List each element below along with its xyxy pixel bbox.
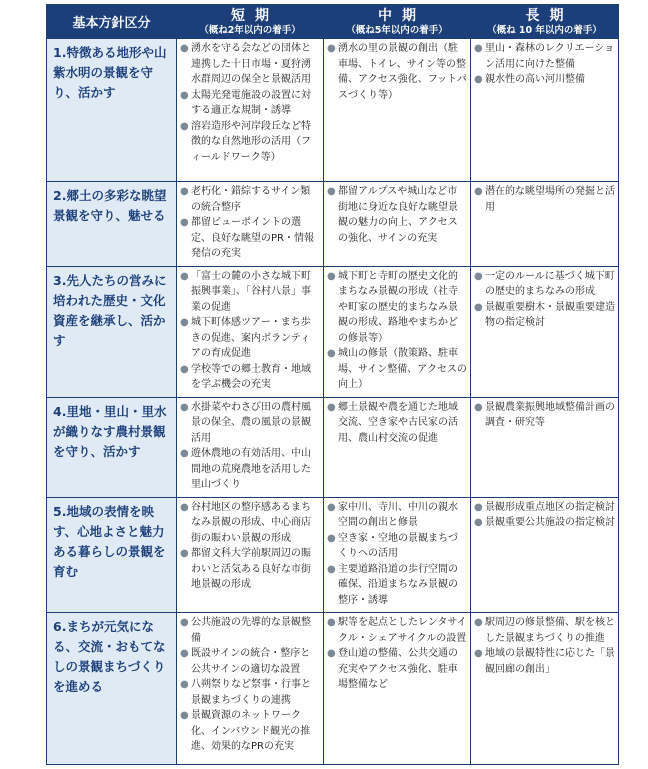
short-term-cell: [177, 266, 324, 397]
long-term-cell: [471, 266, 619, 397]
long-term-cell: [471, 182, 619, 267]
bullet-icon: ●: [474, 617, 483, 628]
long-term-cell: [471, 613, 619, 765]
list-item-text: 景観重要公共施設の指定検討: [485, 517, 615, 528]
header-short-title: 短期: [231, 7, 279, 24]
bullet-icon: ●: [180, 43, 189, 54]
short-term-list: [180, 269, 320, 393]
bullet-icon: ●: [474, 301, 483, 313]
list-item: [180, 215, 320, 262]
policy-schedule-table: [46, 4, 619, 765]
list-item: [327, 531, 467, 562]
list-item: [180, 646, 320, 677]
bullet-icon: ●: [180, 448, 189, 459]
mid-term-cell: [324, 182, 471, 267]
list-item-text: 遊休農地の有効活用、中山間地の荒廃農地を活用した里山づくり: [191, 448, 311, 490]
list-item: [474, 184, 615, 215]
policy-category: 4.里地・里山・里水が織りなす農村景観を守り、活かす: [47, 397, 177, 497]
policy-category: 3.先人たちの営みに培われた歴史・文化資産を継承し、活かす: [47, 266, 177, 397]
list-item-text: 里山・森林のレクリエーション活用に向けた整備: [485, 43, 615, 70]
list-item-text: 城山の修景（散策路、駐車場、サイン整備、アクセスの向上）: [338, 348, 467, 390]
list-item: [327, 400, 467, 447]
list-item-text: 潜在的な眺望場所の発掘と活用: [485, 186, 615, 213]
policy-category: 6.まちが元気になる、交流・おもてなしの景観まちづくりを進める: [47, 613, 177, 765]
list-item-text: 溶岩造形や河岸段丘など特徴的な自然地形の活用（フィールドワーク等）: [191, 120, 311, 163]
header-mid-title: 中期: [378, 7, 426, 24]
bullet-icon: ●: [474, 74, 483, 85]
bullet-icon: ●: [180, 679, 189, 690]
policy-category: 5.地域の表情を映す、心地よさと魅力ある暮らしの景観を育む: [47, 497, 177, 613]
list-item: [180, 546, 320, 593]
mid-term-list: [327, 615, 467, 693]
list-item: [180, 362, 320, 393]
list-item: [180, 615, 320, 646]
mid-term-cell: [324, 266, 471, 397]
list-item-text: 都留アルプスや城山など市街地に身近な良好な眺望景観の魅力の向上、アクセスの強化、サインの充実: [338, 186, 458, 244]
list-item-text: 駅周辺の修景整備、駅を核とした景観まちづくりの推進: [485, 617, 615, 644]
bullet-icon: ●: [180, 710, 189, 721]
list-item: [180, 41, 320, 88]
list-item-text: 主要道路沿道の歩行空間の確保、沿道まちなみ景観の整序・誘導: [338, 563, 458, 606]
bullet-icon: ●: [180, 317, 189, 328]
list-item: [327, 500, 467, 531]
table-row: [47, 613, 619, 765]
list-item-text: 谷村地区の整序感あるまちなみ景観の形成、中心商店街の賑わい景観の形成: [191, 501, 311, 544]
list-item: [474, 269, 615, 300]
list-item-text: 登山道の整備、公共交通の充実やアクセス強化、駐車場整備など: [338, 648, 458, 690]
list-item-text: 景観形成重点地区の指定検討: [485, 501, 615, 513]
table-row: [47, 497, 619, 613]
list-item: [474, 300, 615, 331]
long-term-list: [474, 400, 615, 431]
list-item-text: 「富士の麓の小さな城下町振興事業」、「谷村八景」事業の促進: [191, 270, 311, 313]
list-item-text: 八朔祭りなど祭事・行事と景観まちづくりの連携: [191, 679, 311, 706]
header-category: 基本方針区分: [47, 5, 177, 39]
list-item-text: 既設サインの統合・整序と公共サインの適切な設置: [191, 648, 311, 675]
table-row: [47, 397, 619, 497]
table-body: [47, 39, 619, 765]
bullet-icon: ●: [180, 548, 189, 559]
list-item: [474, 41, 615, 72]
bullet-icon: ●: [474, 186, 483, 197]
list-item: [180, 88, 320, 119]
mid-term-list: [327, 500, 467, 609]
policy-category: 1.特徴ある地形や山紫水明の景観を守り、活かす: [47, 39, 177, 182]
list-item-text: 城下町と寺町の歴史文化的まちなみ景観の形成（社寺や町家の歴史的まちなみ景観の形成、路地やまちかどの修景等）: [338, 270, 458, 344]
list-item: [327, 346, 467, 393]
list-item-text: 城下町体感ツアー・まち歩きの促進、案内ボランティアの育成促進: [191, 317, 311, 359]
list-item: [327, 41, 467, 103]
bullet-icon: ●: [327, 501, 336, 513]
list-item-text: 親水性の高い河川整備: [485, 74, 585, 85]
bullet-icon: ●: [327, 186, 336, 197]
bullet-icon: ●: [474, 401, 483, 413]
header-mid-sub: （概ね5年以内の着手）: [346, 24, 448, 36]
list-item-text: 都留文科大学前駅周辺の賑わいと活気ある良好な市街地景観の形成: [191, 548, 311, 590]
list-item: [180, 119, 320, 166]
long-term-list: [474, 615, 615, 677]
list-item-text: 駅等を起点としたレンタサイクル・シェアサイクルの設置: [338, 617, 467, 644]
header-long-title: 長期: [525, 7, 574, 24]
bullet-icon: ●: [327, 648, 336, 659]
bullet-icon: ●: [180, 648, 189, 659]
short-term-list: [180, 400, 320, 493]
short-term-cell: [177, 182, 324, 267]
list-item-text: 郷土景観や農を通じた地域交流、空き家や古民家の活用、農山村交流の促進: [338, 401, 458, 444]
short-term-list: [180, 500, 320, 593]
bullet-icon: ●: [327, 401, 336, 413]
list-item: [474, 72, 615, 88]
bullet-icon: ●: [474, 270, 483, 282]
header-mid-term: [324, 5, 471, 39]
bullet-icon: ●: [327, 270, 336, 282]
list-item: [180, 446, 320, 493]
list-item-text: 一定のルールに基づく城下町の歴史的まちなみの形成: [485, 270, 615, 297]
short-term-cell: [177, 497, 324, 613]
mid-term-list: [327, 184, 467, 246]
short-term-cell: [177, 39, 324, 182]
mid-term-cell: [324, 39, 471, 182]
list-item: [474, 515, 615, 531]
bullet-icon: ●: [180, 120, 189, 132]
bullet-icon: ●: [474, 501, 483, 513]
list-item: [474, 615, 615, 646]
mid-term-cell: [324, 613, 471, 765]
header-long-term: [471, 5, 619, 39]
short-term-list: [180, 184, 320, 262]
bullet-icon: ●: [474, 43, 483, 54]
list-item-text: 家中川、寺川、中川の親水空間の創出と修景: [338, 501, 458, 528]
header-short-sub: （概ね2年以内の着手）: [199, 24, 301, 36]
bullet-icon: ●: [180, 217, 189, 228]
bullet-icon: ●: [474, 648, 483, 659]
list-item-text: 湧水を守る会などの団体と連携した十日市場・夏狩湧水群周辺の保全と景観活用: [191, 43, 311, 85]
list-item: [180, 184, 320, 215]
long-term-list: [474, 500, 615, 531]
long-term-cell: [471, 497, 619, 613]
list-item: [327, 615, 467, 646]
list-item-text: 地域の景観特性に応じた「景観回廊の創出」: [485, 648, 615, 675]
header-short-term: [177, 5, 324, 39]
list-item-text: 景観重要樹木・景観重要建造物の指定検討: [485, 301, 615, 328]
bullet-icon: ●: [180, 617, 189, 628]
bullet-icon: ●: [180, 401, 189, 413]
mid-term-list: [327, 400, 467, 447]
bullet-icon: ●: [180, 501, 189, 513]
bullet-icon: ●: [327, 348, 336, 359]
bullet-icon: ●: [327, 563, 336, 575]
list-item-text: 老朽化・錯綜するサイン類の統合整序: [191, 186, 311, 213]
bullet-icon: ●: [327, 617, 336, 628]
policy-category: 2.郷土の多彩な眺望景観を守り、魅せる: [47, 182, 177, 267]
short-term-list: [180, 615, 320, 755]
list-item: [327, 562, 467, 609]
table-row: [47, 266, 619, 397]
table-header-row: [47, 5, 619, 39]
list-item: [180, 500, 320, 547]
short-term-cell: [177, 613, 324, 765]
bullet-icon: ●: [180, 89, 189, 101]
list-item: [327, 269, 467, 347]
list-item: [180, 677, 320, 708]
long-term-list: [474, 184, 615, 215]
bullet-icon: ●: [180, 186, 189, 197]
bullet-icon: ●: [474, 517, 483, 528]
long-term-cell: [471, 39, 619, 182]
list-item: [327, 184, 467, 246]
list-item: [474, 400, 615, 431]
short-term-list: [180, 41, 320, 165]
list-item: [180, 315, 320, 362]
bullet-icon: ●: [327, 532, 336, 544]
list-item: [474, 646, 615, 677]
list-item-text: 公共施設の先導的な景観整備: [191, 617, 311, 644]
list-item-text: 学校等での郷土教育・地域を学ぶ機会の充実: [191, 363, 311, 390]
list-item: [474, 500, 615, 516]
list-item-text: 湧水の里の景観の創出（駐車場、トイレ、サイン等の整備、アクセス強化、フットパスづくり等）: [338, 43, 467, 101]
list-item: [180, 400, 320, 447]
table-row: [47, 39, 619, 182]
list-item: [327, 646, 467, 693]
mid-term-cell: [324, 397, 471, 497]
list-item: [180, 708, 320, 755]
long-term-cell: [471, 397, 619, 497]
list-item-text: 空き家・空地の景観まちづくりへの活用: [338, 532, 458, 559]
bullet-icon: ●: [180, 270, 189, 282]
list-item-text: 景観農業振興地域整備計画の調査・研究等: [485, 401, 615, 428]
table-row: [47, 182, 619, 267]
mid-term-list: [327, 269, 467, 393]
bullet-icon: ●: [180, 363, 189, 375]
long-term-list: [474, 41, 615, 88]
bullet-icon: ●: [327, 43, 336, 54]
list-item-text: 水掛菜やわさび田の農村風景の保全、農の風景の景観活用: [191, 401, 311, 444]
mid-term-list: [327, 41, 467, 103]
header-long-sub: （概ね 10 年以内の着手）: [487, 24, 602, 36]
list-item-text: 景観資源のネットワーク化、インバウンド観光の推進、効果的なPRの充実: [191, 710, 311, 752]
list-item-text: 都留ビューポイントの選定、良好な眺望のPR・情報発信の充実: [191, 217, 314, 259]
mid-term-cell: [324, 497, 471, 613]
short-term-cell: [177, 397, 324, 497]
list-item-text: 太陽光発電施設の設置に対する適正な規制・誘導: [191, 89, 311, 116]
long-term-list: [474, 269, 615, 331]
list-item: [180, 269, 320, 316]
